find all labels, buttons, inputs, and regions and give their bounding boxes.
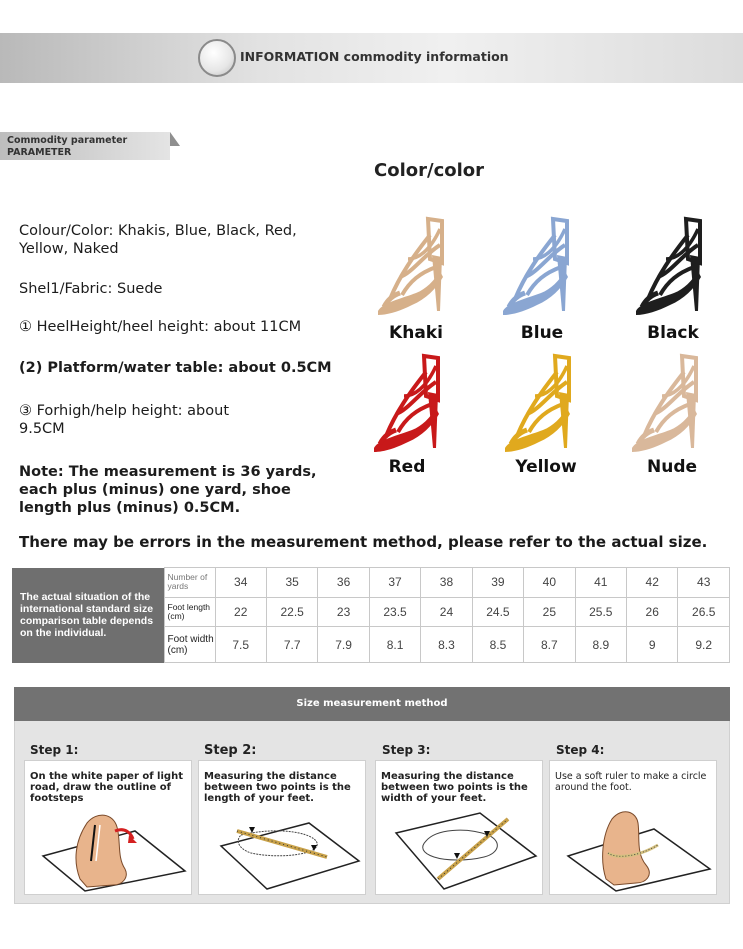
step-3-title: Step 3: (382, 743, 431, 757)
step-1-card (24, 760, 192, 895)
spec-fabric: Shel1/Fabric: Suede (19, 281, 163, 297)
sandal-blue-svg (495, 215, 585, 325)
table-cell: 8.1 (369, 627, 420, 663)
sandal-part (505, 408, 570, 452)
shoe-image-nude (624, 352, 714, 462)
table-cell: 40 (524, 568, 575, 598)
spec-heel-height: ① HeelHeight/heel height: about 11CM (19, 319, 302, 335)
sandal-khaki-svg (370, 215, 460, 325)
foot-outline-illustration (25, 761, 193, 896)
table-cell: 43 (678, 568, 730, 598)
step-2-title: Step 2: (204, 743, 257, 758)
shoe-label-red: Red (388, 457, 426, 477)
shoe-image-yellow (497, 352, 587, 462)
table-cell: 34 (215, 568, 266, 598)
table-cell: 7.9 (318, 627, 369, 663)
table-cell: 8.7 (524, 627, 575, 663)
step-4-text: Use a soft ruler to make a circle around the foot. (555, 771, 707, 793)
step-2-card (198, 760, 366, 895)
parameter-tab-corner (170, 132, 180, 146)
step-1-title: Step 1: (30, 743, 79, 757)
sandal-part (636, 271, 701, 315)
sandal-yellow-svg (497, 352, 587, 462)
sandal-black-svg (628, 215, 718, 325)
spec-note: Note: The measurement is 36 yards, each plus (minus) one yard, shoe length plus (minus) 0.5CM. (19, 464, 317, 516)
table-cell: 25.5 (575, 597, 626, 627)
table-cell: 22.5 (266, 597, 317, 627)
step-2-text: Measuring the distance between two points is the length of your feet. (204, 771, 351, 804)
measurement-method-title: Size measurement method (14, 687, 730, 721)
table-cell: 23 (318, 597, 369, 627)
table-cell: 9 (627, 627, 678, 663)
table-cell: 37 (369, 568, 420, 598)
shoe-image-black (628, 215, 718, 325)
table-cell: 7.5 (215, 627, 266, 663)
shoe-label-blue: Blue (520, 323, 564, 343)
shoe-label-black: Black (647, 323, 699, 343)
table-cell: 39 (472, 568, 523, 598)
foot-circumference-illustration (550, 761, 718, 896)
shoe-image-red (366, 352, 456, 462)
table-cell: 36 (318, 568, 369, 598)
shoe-label-yellow: Yellow (515, 457, 577, 477)
step-4-card (549, 760, 717, 895)
sandal-part (374, 408, 439, 452)
table-cell: 8.5 (472, 627, 523, 663)
parameter-label-line2: PARAMETER (7, 147, 72, 158)
size-comparison-table (12, 567, 730, 663)
measurement-warning: There may be errors in the measurement method, please refer to the actual size. (19, 533, 708, 551)
table-cell: 22 (215, 597, 266, 627)
spec-colours: Colour/Color: Khakis, Blue, Black, Red, Yellow, Naked (19, 223, 297, 257)
table-cell: 25 (524, 597, 575, 627)
sandal-part (632, 408, 697, 452)
table-cell: 26 (627, 597, 678, 627)
shoe-label-nude: Nude (646, 457, 698, 477)
banner-title: INFORMATION commodity information (240, 49, 509, 64)
spec-forhigh: ③ Forhigh/help height: about 9.5CM (19, 403, 230, 437)
table-cell: 8.9 (575, 627, 626, 663)
table-cell: 35 (266, 568, 317, 598)
sandal-red-svg (366, 352, 456, 462)
parameter-label-line1: Commodity parameter (7, 135, 128, 146)
table-row (12, 568, 730, 598)
row-label-foot-length: Foot length (cm) (164, 597, 215, 627)
sandal-part (503, 271, 568, 315)
step-4-title: Step 4: (556, 743, 605, 757)
table-cell: 24 (421, 597, 472, 627)
table-cell: 9.2 (678, 627, 730, 663)
foot-width-illustration (376, 761, 544, 896)
table-cell: 24.5 (472, 597, 523, 627)
row-label-foot-width: Foot width (cm) (164, 627, 215, 663)
spec-platform: (2) Platform/water table: about 0.5CM (19, 360, 332, 376)
shoe-image-blue (495, 215, 585, 325)
step-3-text: Measuring the distance between two points is the width of your feet. (381, 771, 528, 804)
shoe-label-khaki: Khaki (389, 323, 443, 343)
row-label-yards: Number of yards (164, 568, 215, 598)
sandal-nude-svg (624, 352, 714, 462)
table-cell: 41 (575, 568, 626, 598)
size-table-note: The actual situation of the international standard size comparison table depends on the individual. (12, 568, 164, 663)
table-cell: 26.5 (678, 597, 730, 627)
step-3-card (375, 760, 543, 895)
table-cell: 7.7 (266, 627, 317, 663)
table-cell: 8.3 (421, 627, 472, 663)
sandal-part (378, 271, 443, 315)
foot-length-illustration (199, 761, 367, 896)
banner-circle-icon (198, 39, 236, 77)
shoe-image-khaki (370, 215, 460, 325)
color-heading: Color/color (374, 160, 485, 181)
table-cell: 23.5 (369, 597, 420, 627)
table-cell: 38 (421, 568, 472, 598)
step-1-text: On the white paper of light road, draw the outline of footsteps (30, 771, 183, 804)
table-cell: 42 (627, 568, 678, 598)
